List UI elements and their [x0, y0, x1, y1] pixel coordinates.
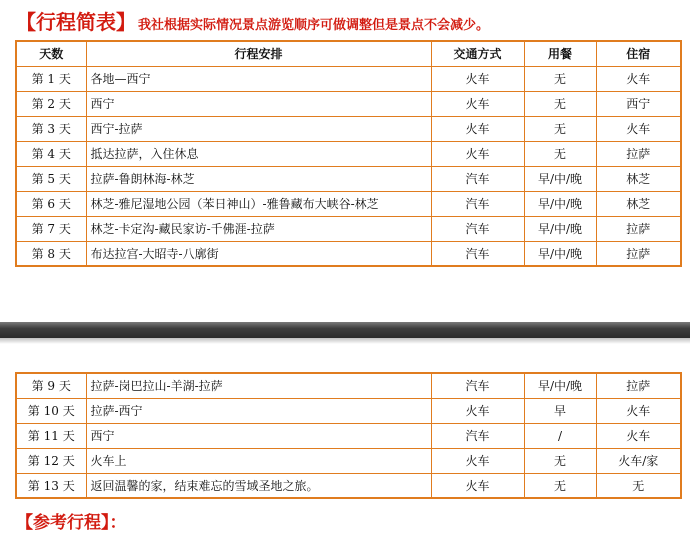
table-row — [16, 241, 681, 266]
day-cell: 第 13 天 — [16, 473, 86, 498]
plan-cell: 西宁-拉萨 — [86, 116, 431, 141]
transport-cell: 汽车 — [431, 216, 524, 241]
stay-cell: 火车/家 — [596, 448, 681, 473]
transport-cell: 火车 — [431, 66, 524, 91]
transport-cell: 汽车 — [431, 166, 524, 191]
day-cell: 第 1 天 — [16, 66, 86, 91]
day-cell: 第 4 天 — [16, 141, 86, 166]
stay-cell: 火车 — [596, 116, 681, 141]
plan-cell: 火车上 — [86, 448, 431, 473]
transport-cell: 汽车 — [431, 241, 524, 266]
column-header-plan: 行程安排 — [86, 41, 431, 66]
stay-cell: 火车 — [596, 66, 681, 91]
meals-cell: 早/中/晚 — [524, 373, 596, 398]
meals-cell: 无 — [524, 91, 596, 116]
meals-cell: 早/中/晚 — [524, 191, 596, 216]
column-header-day: 天数 — [16, 41, 86, 66]
day-cell: 第 11 天 — [16, 423, 86, 448]
plan-cell: 各地—西宁 — [86, 66, 431, 91]
stay-cell: 林芝 — [596, 166, 681, 191]
transport-cell: 火车 — [431, 91, 524, 116]
day-cell: 第 6 天 — [16, 191, 86, 216]
page-break-shadow — [0, 338, 690, 344]
table-row — [16, 91, 681, 116]
table-row — [16, 373, 681, 398]
stay-cell: 拉萨 — [596, 373, 681, 398]
plan-cell: 西宁 — [86, 423, 431, 448]
meals-cell: 无 — [524, 116, 596, 141]
transport-cell: 火车 — [431, 398, 524, 423]
plan-cell: 拉萨-岗巴拉山-羊湖-拉萨 — [86, 373, 431, 398]
table-row — [16, 141, 681, 166]
day-cell: 第 3 天 — [16, 116, 86, 141]
meals-cell: 无 — [524, 448, 596, 473]
day-cell: 第 7 天 — [16, 216, 86, 241]
itinerary-rows — [16, 66, 681, 266]
table-row — [16, 191, 681, 216]
stay-cell: 拉萨 — [596, 141, 681, 166]
summary-title: 【行程简表】 — [16, 10, 136, 34]
day-cell: 第 9 天 — [16, 373, 86, 398]
table-header-row — [16, 41, 681, 66]
meals-cell: 早/中/晚 — [524, 216, 596, 241]
day-cell: 第 12 天 — [16, 448, 86, 473]
meals-cell: / — [524, 423, 596, 448]
plan-cell: 林芝-雅尼湿地公园（苯日神山）-雅鲁藏布大峡谷-林芝 — [86, 191, 431, 216]
meals-cell: 无 — [524, 66, 596, 91]
meals-cell: 无 — [524, 473, 596, 498]
transport-cell: 汽车 — [431, 191, 524, 216]
itinerary-table-page1 — [15, 40, 682, 267]
plan-cell: 拉萨-西宁 — [86, 398, 431, 423]
meals-cell: 早 — [524, 398, 596, 423]
stay-cell: 西宁 — [596, 91, 681, 116]
transport-cell: 汽车 — [431, 373, 524, 398]
column-header-stay: 住宿 — [596, 41, 681, 66]
reference-itinerary-heading: 【参考行程】： — [16, 513, 127, 533]
itinerary-table-page2 — [15, 372, 682, 499]
stay-cell: 火车 — [596, 423, 681, 448]
stay-cell: 无 — [596, 473, 681, 498]
plan-cell: 抵达拉萨，入住休息 — [86, 141, 431, 166]
meals-cell: 无 — [524, 141, 596, 166]
stay-cell: 拉萨 — [596, 216, 681, 241]
meals-cell: 早/中/晚 — [524, 166, 596, 191]
summary-note: 我社根据实际情况景点游览顺序可做调整但是景点不会减少。 — [138, 18, 490, 33]
transport-cell: 汽车 — [431, 423, 524, 448]
table-row — [16, 423, 681, 448]
page-break-divider — [0, 322, 690, 338]
plan-cell: 林芝-卡定沟-藏民家访-千佛涯-拉萨 — [86, 216, 431, 241]
plan-cell: 布达拉宫-大昭寺-八廓街 — [86, 241, 431, 266]
column-header-transport: 交通方式 — [431, 41, 524, 66]
stay-cell: 林芝 — [596, 191, 681, 216]
itinerary-summary-heading — [16, 6, 489, 34]
day-cell: 第 8 天 — [16, 241, 86, 266]
stay-cell: 火车 — [596, 398, 681, 423]
day-cell: 第 5 天 — [16, 166, 86, 191]
plan-cell: 返回温馨的家，结束难忘的雪域圣地之旅。 — [86, 473, 431, 498]
transport-cell: 火车 — [431, 141, 524, 166]
meals-cell: 早/中/晚 — [524, 241, 596, 266]
plan-cell: 拉萨-鲁朗林海-林芝 — [86, 166, 431, 191]
plan-cell: 西宁 — [86, 91, 431, 116]
table-row — [16, 448, 681, 473]
table-row — [16, 473, 681, 498]
stay-cell: 拉萨 — [596, 241, 681, 266]
itinerary-rows — [16, 373, 681, 498]
table-row — [16, 166, 681, 191]
transport-cell: 火车 — [431, 473, 524, 498]
table-row — [16, 398, 681, 423]
day-cell: 第 10 天 — [16, 398, 86, 423]
table-row — [16, 116, 681, 141]
table-row — [16, 66, 681, 91]
column-header-meals: 用餐 — [524, 41, 596, 66]
table-row — [16, 216, 681, 241]
day-cell: 第 2 天 — [16, 91, 86, 116]
transport-cell: 火车 — [431, 116, 524, 141]
transport-cell: 火车 — [431, 448, 524, 473]
